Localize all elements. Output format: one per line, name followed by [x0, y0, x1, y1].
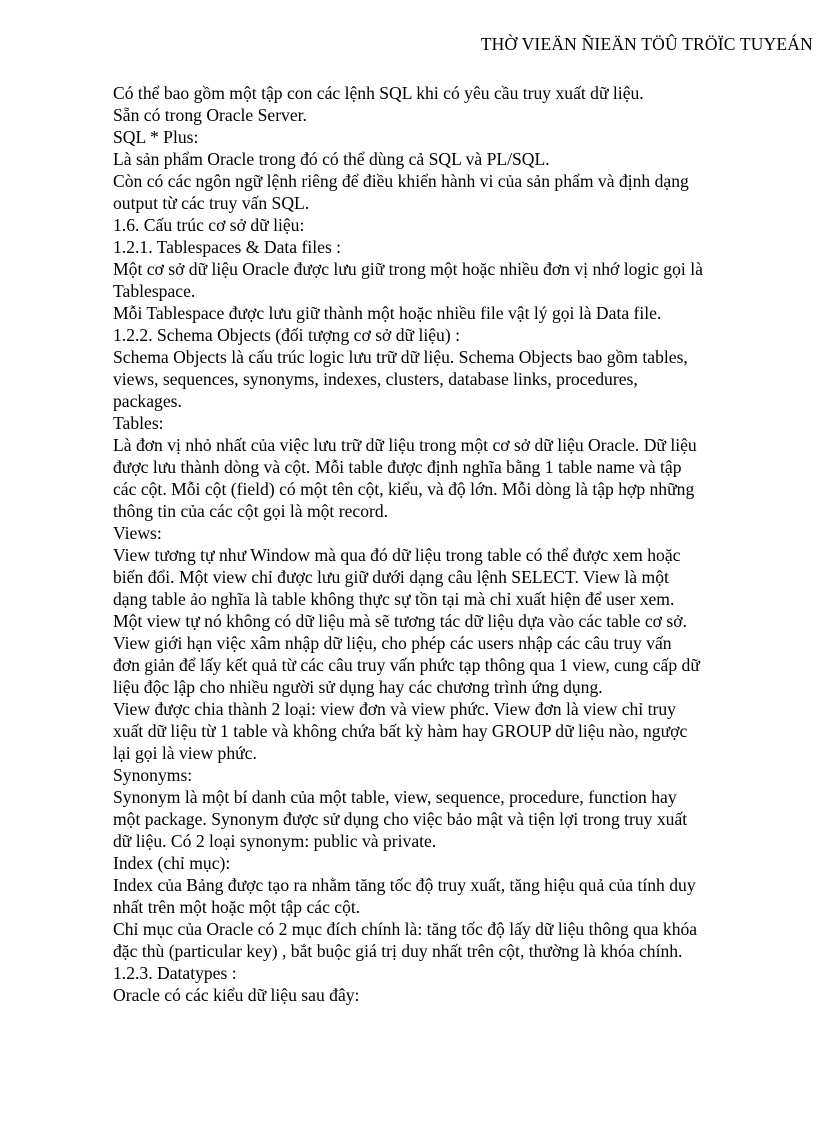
text-line: thông tin của các cột gọi là một record.	[113, 501, 389, 521]
text-line: các cột. Mỗi cột (field) có một tên cột, kiểu, và độ lớn. Mỗi dòng là tập hợp những	[113, 479, 695, 499]
text-line: 1.2.1. Tablespaces & Data files :	[113, 237, 342, 257]
text-line: liệu độc lập cho nhiều người sử dụng hay các chương trình ứng dụng.	[113, 677, 603, 697]
text-line: Một view tự nó không có dữ liệu mà sẽ tương tác dữ liệu dựa vào các table cơ sở.	[113, 611, 687, 631]
text-line: dữ liệu. Có 2 loại synonym: public và private.	[113, 831, 437, 851]
text-line: Index của Bảng được tạo ra nhằm tăng tốc độ truy xuất, tăng hiệu quả của tính duy	[113, 875, 696, 895]
page-header: THỜ VIEÄN ÑIEÄN TÖÛ TRÖÏC TUYEÁN	[480, 34, 813, 54]
text-line: 1.2.2. Schema Objects (đối tượng cơ sở dữ liệu) :	[113, 325, 460, 345]
text-line: Còn có các ngôn ngữ lệnh riêng để điều khiển hành vi của sản phẩm và định dạng	[113, 171, 689, 191]
text-line: packages.	[113, 391, 182, 411]
text-line: Sẵn có trong Oracle Server.	[113, 105, 307, 125]
text-line: nhất trên một hoặc một tập các cột.	[113, 897, 361, 917]
text-line: View tương tự như Window mà qua đó dữ liệu trong table có thể được xem hoặc	[113, 545, 681, 565]
text-line: Oracle có các kiểu dữ liệu sau đây:	[113, 985, 360, 1005]
text-line: Là đơn vị nhỏ nhất của việc lưu trữ dữ liệu trong một cơ sở dữ liệu Oracle. Dữ liệu	[113, 435, 697, 455]
text-line: Chỉ mục của Oracle có 2 mục đích chính là: tăng tốc độ lấy dữ liệu thông qua khóa	[113, 919, 698, 939]
text-line: output từ các truy vấn SQL.	[113, 193, 310, 213]
text-line: Tablespace.	[113, 281, 196, 301]
text-line: đơn giản để lấy kết quả từ các câu truy vấn phức tạp thông qua 1 view, cung cấp dữ	[113, 655, 700, 675]
text-line: View được chia thành 2 loại: view đơn và view phức. View đơn là view chỉ truy	[113, 699, 676, 719]
text-line: được lưu thành dòng và cột. Mỗi table được định nghĩa bằng 1 table name và tập	[113, 457, 682, 477]
text-line: 1.2.3. Datatypes :	[113, 963, 237, 983]
text-line: xuất dữ liệu từ 1 table và không chứa bất kỳ hàm hay GROUP dữ liệu nào, ngược	[113, 721, 688, 741]
text-line: Index (chỉ mục):	[113, 853, 231, 873]
text-line: biến đổi. Một view chỉ được lưu giữ dưới dạng câu lệnh SELECT. View là một	[113, 567, 669, 587]
text-line: Một cơ sở dữ liệu Oracle được lưu giữ trong một hoặc nhiều đơn vị nhớ logic gọi là	[113, 259, 703, 279]
text-line: SQL * Plus:	[113, 127, 199, 147]
text-line: Là sản phẩm Oracle trong đó có thể dùng cả SQL và PL/SQL.	[113, 149, 550, 169]
text-line: Synonyms:	[113, 765, 193, 785]
text-line: Có thể bao gồm một tập con các lệnh SQL khi có yêu cầu truy xuất dữ liệu.	[113, 83, 644, 103]
text-line: Tables:	[113, 413, 164, 433]
text-line: 1.6. Cấu trúc cơ sở dữ liệu:	[113, 215, 305, 235]
text-line: Schema Objects là cấu trúc logic lưu trữ dữ liệu. Schema Objects bao gồm tables,	[113, 347, 688, 367]
text-line: Mỗi Tablespace được lưu giữ thành một hoặc nhiều file vật lý gọi là Data file.	[113, 303, 662, 323]
text-line: đặc thù (particular key) , bắt buộc giá trị duy nhất trên cột, thường là khóa chính.	[113, 941, 683, 961]
text-line: lại gọi là view phức.	[113, 743, 257, 763]
text-line: một package. Synonym được sử dụng cho việc bảo mật và tiện lợi trong truy xuất	[113, 809, 688, 829]
text-line: dạng table ảo nghĩa là table không thực sự tồn tại mà chỉ xuất hiện để user xem.	[113, 589, 675, 609]
document-body	[113, 82, 763, 1006]
text-line: Synonym là một bí danh của một table, view, sequence, procedure, function hay	[113, 787, 677, 807]
text-line: View giới hạn việc xâm nhập dữ liệu, cho phép các users nhập các câu truy vấn	[113, 633, 672, 653]
text-line: Views:	[113, 523, 162, 543]
text-line: views, sequences, synonyms, indexes, clusters, database links, procedures,	[113, 369, 638, 389]
